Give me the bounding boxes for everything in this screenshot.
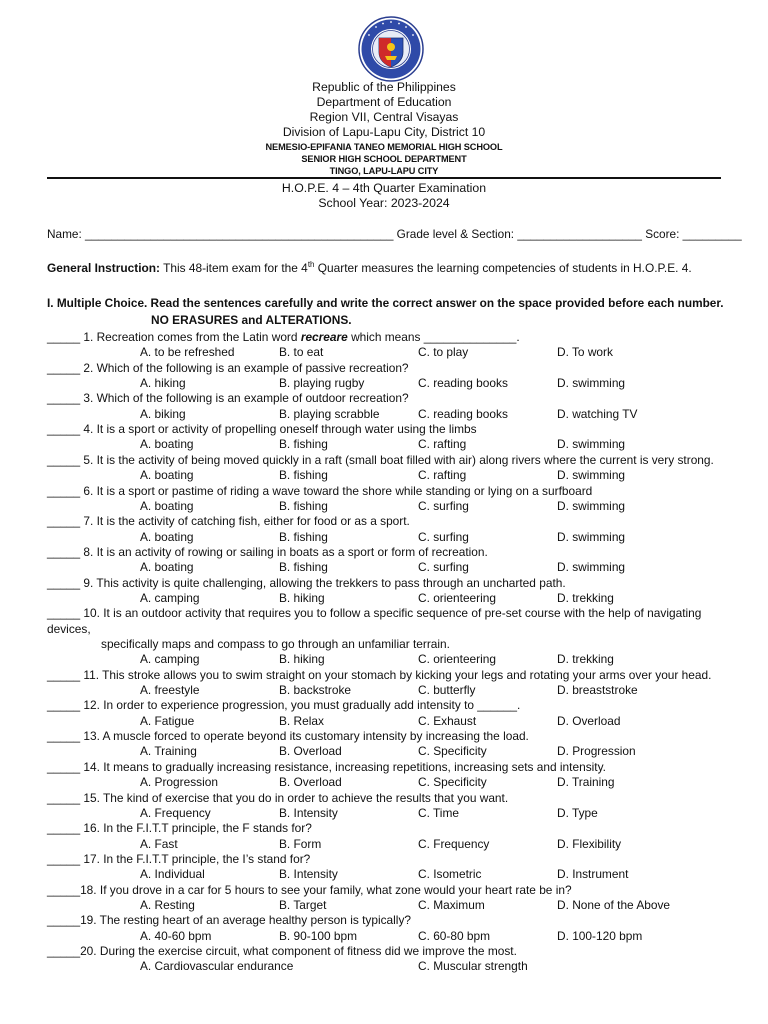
header-region: Region VII, Central Visayas <box>309 110 459 124</box>
question-4-text: _____ 4. It is a sport or activity of propelling oneself through water using the limbs <box>47 422 477 437</box>
question-4-option-d: D. swimming <box>557 437 626 452</box>
question-11-text: _____ 11. This stroke allows you to swim straight on your stomach by kicking your legs and rotating your arms over your head. <box>47 667 712 682</box>
question-18-option-d: D. None of the Above <box>557 897 671 912</box>
question-1-option-b: B. to eat <box>279 345 324 360</box>
question-10-option-a: A. camping <box>140 652 200 667</box>
question-4-option-b: B. fishing <box>279 437 328 452</box>
question-20-option-a: A. Cardiovascular endurance <box>140 959 294 974</box>
question-3-option-c: C. reading books <box>418 406 508 421</box>
question-8-option-d: D. swimming <box>557 560 626 575</box>
question-5-option-c: C. rafting <box>418 468 467 483</box>
school-year: School Year: 2023-2024 <box>318 196 450 210</box>
question-19-option-c: C. 60-80 bpm <box>418 928 491 943</box>
question-18-option-a: A. Resting <box>140 897 195 912</box>
question-9-text: _____ 9. This activity is quite challenging, allowing the trekkers to pass through an uncharted path. <box>47 575 566 590</box>
question-12-option-b: B. Relax <box>279 713 324 728</box>
question-18-option-b: B. Target <box>279 897 327 912</box>
exam-title: H.O.P.E. 4 – 4th Quarter Examination <box>281 181 487 195</box>
section-heading: I. Multiple Choice. Read the sentences carefully and write the correct answer on the space provided before each number. <box>47 296 724 310</box>
question-6-option-a: A. boating <box>140 498 194 513</box>
question-14-option-b: B. Overload <box>279 775 342 790</box>
question-16-text: _____ 16. In the F.I.T.T principle, the F stands for? <box>47 821 312 836</box>
question-3-text: _____ 3. Which of the following is an example of outdoor recreation? <box>47 391 409 406</box>
question-8-option-a: A. boating <box>140 560 194 575</box>
question-6-text: _____ 6. It is a sport or pastime of riding a wave toward the shore while standing or lying on a surfboard <box>47 483 593 498</box>
question-14-option-c: C. Specificity <box>418 775 487 790</box>
question-9-option-b: B. hiking <box>279 590 325 605</box>
question-7-text: _____ 7. It is the activity of catching fish, either for food or as a sport. <box>47 514 410 529</box>
question-7-option-a: A. boating <box>140 529 194 544</box>
question-11-option-b: B. backstroke <box>279 683 352 698</box>
section-note: NO ERASURES and ALTERATIONS. <box>151 313 352 327</box>
question-13-option-c: C. Specificity <box>418 744 487 759</box>
question-17-option-a: A. Individual <box>140 867 205 882</box>
question-13-option-b: B. Overload <box>279 744 342 759</box>
instruction-text-a: This 48-item exam for the 4 <box>159 261 308 275</box>
question-4-option-a: A. boating <box>140 437 194 452</box>
question-1-option-c: C. to play <box>418 345 469 360</box>
question-12-option-c: C. Exhaust <box>418 713 477 728</box>
question-5-option-a: A. boating <box>140 468 194 483</box>
question-7-option-b: B. fishing <box>279 529 328 544</box>
question-11-option-d: D. breaststroke <box>557 683 638 698</box>
question-10-option-c: C. orienteering <box>418 652 496 667</box>
question-20-option-c: C. Muscular strength <box>418 959 528 974</box>
instruction-text-b: Quarter measures the learning competencies of students in H.O.P.E. 4. <box>314 261 692 275</box>
question-19-option-d: D. 100-120 bpm <box>557 928 643 943</box>
question-17-text: _____ 17. In the F.I.T.T principle, the I’s stand for? <box>47 851 311 866</box>
question-17-option-b: B. Intensity <box>279 867 338 882</box>
question-1-option-d: D. To work <box>557 345 613 360</box>
question-1-text: _____ 1. Recreation comes from the Latin word recreare which means ______________. <box>47 330 520 344</box>
question-18-text: _____18. If you drove in a car for 5 hours to see your family, what zone would your heart rate be in? <box>47 882 572 897</box>
question-10-option-d: D. trekking <box>557 652 614 667</box>
question-7-option-d: D. swimming <box>557 529 626 544</box>
header-department: Department of Education <box>316 95 452 109</box>
question-19-text: _____19. The resting heart of an average healthy person is typically? <box>47 913 411 928</box>
question-10-option-b: B. hiking <box>279 652 325 667</box>
header-divider <box>47 177 721 179</box>
question-15-option-d: D. Type <box>557 805 598 820</box>
question-13-option-a: A. Training <box>140 744 197 759</box>
question-16-option-a: A. Fast <box>140 836 178 851</box>
question-15-option-c: C. Time <box>418 805 459 820</box>
question-8-text: _____ 8. It is an activity of rowing or sailing in boats as a sport or form of recreation. <box>47 544 488 559</box>
header-dept: SENIOR HIGH SCHOOL DEPARTMENT <box>301 154 467 164</box>
deped-seal-logo <box>349 16 433 82</box>
question-3-option-b: B. playing scrabble <box>279 406 380 421</box>
instruction-sup: th <box>307 260 315 270</box>
question-6-option-d: D. swimming <box>557 498 626 513</box>
question-12-text: _____ 12. In order to experience progression, you must gradually add intensity to ______. <box>47 698 521 713</box>
question-16-option-d: D. Flexibility <box>557 836 622 851</box>
question-12-option-d: D. Overload <box>557 713 621 728</box>
question-2-text: _____ 2. Which of the following is an example of passive recreation? <box>47 360 409 375</box>
question-3-option-d: D. watching TV <box>557 406 638 421</box>
header-republic: Republic of the Philippines <box>312 80 456 94</box>
question-5-text: _____ 5. It is the activity of being moved quickly in a raft (small boat filled with air) along rivers where the current is very strong. <box>47 452 714 467</box>
question-20-text: _____20. During the exercise circuit, what component of fitness did we improve the most. <box>47 944 517 958</box>
question-2-option-d: D. swimming <box>557 376 626 391</box>
question-14-option-a: A. Progression <box>140 775 218 790</box>
question-19-option-a: A. 40-60 bpm <box>140 928 212 943</box>
question-8-option-b: B. fishing <box>279 560 328 575</box>
header-school: NEMESIO-EPIFANIA TANEO MEMORIAL HIGH SCHOOL <box>265 142 503 152</box>
instruction-label: General Instruction: <box>47 261 160 275</box>
student-info-line[interactable]: Name: _______________________________________________ Grade level & Section: ___________________ Score: _________ <box>47 227 742 241</box>
question-10-text-line3: specifically maps and compass to go through an unfamiliar terrain. <box>101 637 450 651</box>
question-17-option-c: C. Isometric <box>418 867 482 882</box>
question-13-option-d: D. Progression <box>557 744 636 759</box>
question-16-option-b: B. Form <box>279 836 322 851</box>
question-11-option-c: C. butterfly <box>418 683 476 698</box>
question-10-text: _____ 10. It is an outdoor activity that requires you to follow a specific sequence of pre-set course with the help of navigating <box>47 606 702 621</box>
question-6-option-b: B. fishing <box>279 498 328 513</box>
question-15-option-a: A. Frequency <box>140 805 211 820</box>
question-12-option-a: A. Fatigue <box>140 713 195 728</box>
question-4-option-c: C. rafting <box>418 437 467 452</box>
question-2-option-c: C. reading books <box>418 376 508 391</box>
question-3-option-a: A. biking <box>140 406 186 421</box>
question-16-option-c: C. Frequency <box>418 836 490 851</box>
question-17-option-d: D. Instrument <box>557 867 629 882</box>
question-1-option-a: A. to be refreshed <box>140 345 235 360</box>
question-19-option-b: B. 90-100 bpm <box>279 928 357 943</box>
question-18-option-c: C. Maximum <box>418 897 485 912</box>
question-7-option-c: C. surfing <box>418 529 469 544</box>
question-10-text-line2: devices, <box>47 621 91 636</box>
question-5-option-d: D. swimming <box>557 468 626 483</box>
question-11-option-a: A. freestyle <box>140 683 200 698</box>
question-9-option-d: D. trekking <box>557 590 614 605</box>
question-14-text: _____ 14. It means to gradually increasing resistance, increasing repetitions, increasing sets and intensity. <box>47 759 606 774</box>
header-address: TINGO, LAPU-LAPU CITY <box>329 166 439 176</box>
question-9-option-a: A. camping <box>140 590 200 605</box>
question-13-text: _____ 13. A muscle forced to operate beyond its customary intensity by increasing the load. <box>47 729 529 744</box>
question-6-option-c: C. surfing <box>418 498 469 513</box>
question-2-option-b: B. playing rugby <box>279 376 365 391</box>
general-instruction <box>47 261 692 275</box>
question-5-option-b: B. fishing <box>279 468 328 483</box>
question-2-option-a: A. hiking <box>140 376 186 391</box>
question-8-option-c: C. surfing <box>418 560 469 575</box>
question-15-option-b: B. Intensity <box>279 805 338 820</box>
question-15-text: _____ 15. The kind of exercise that you do in order to achieve the results that you want. <box>47 790 509 805</box>
header-division: Division of Lapu-Lapu City, District 10 <box>282 125 486 139</box>
question-9-option-c: C. orienteering <box>418 590 496 605</box>
question-14-option-d: D. Training <box>557 775 615 790</box>
